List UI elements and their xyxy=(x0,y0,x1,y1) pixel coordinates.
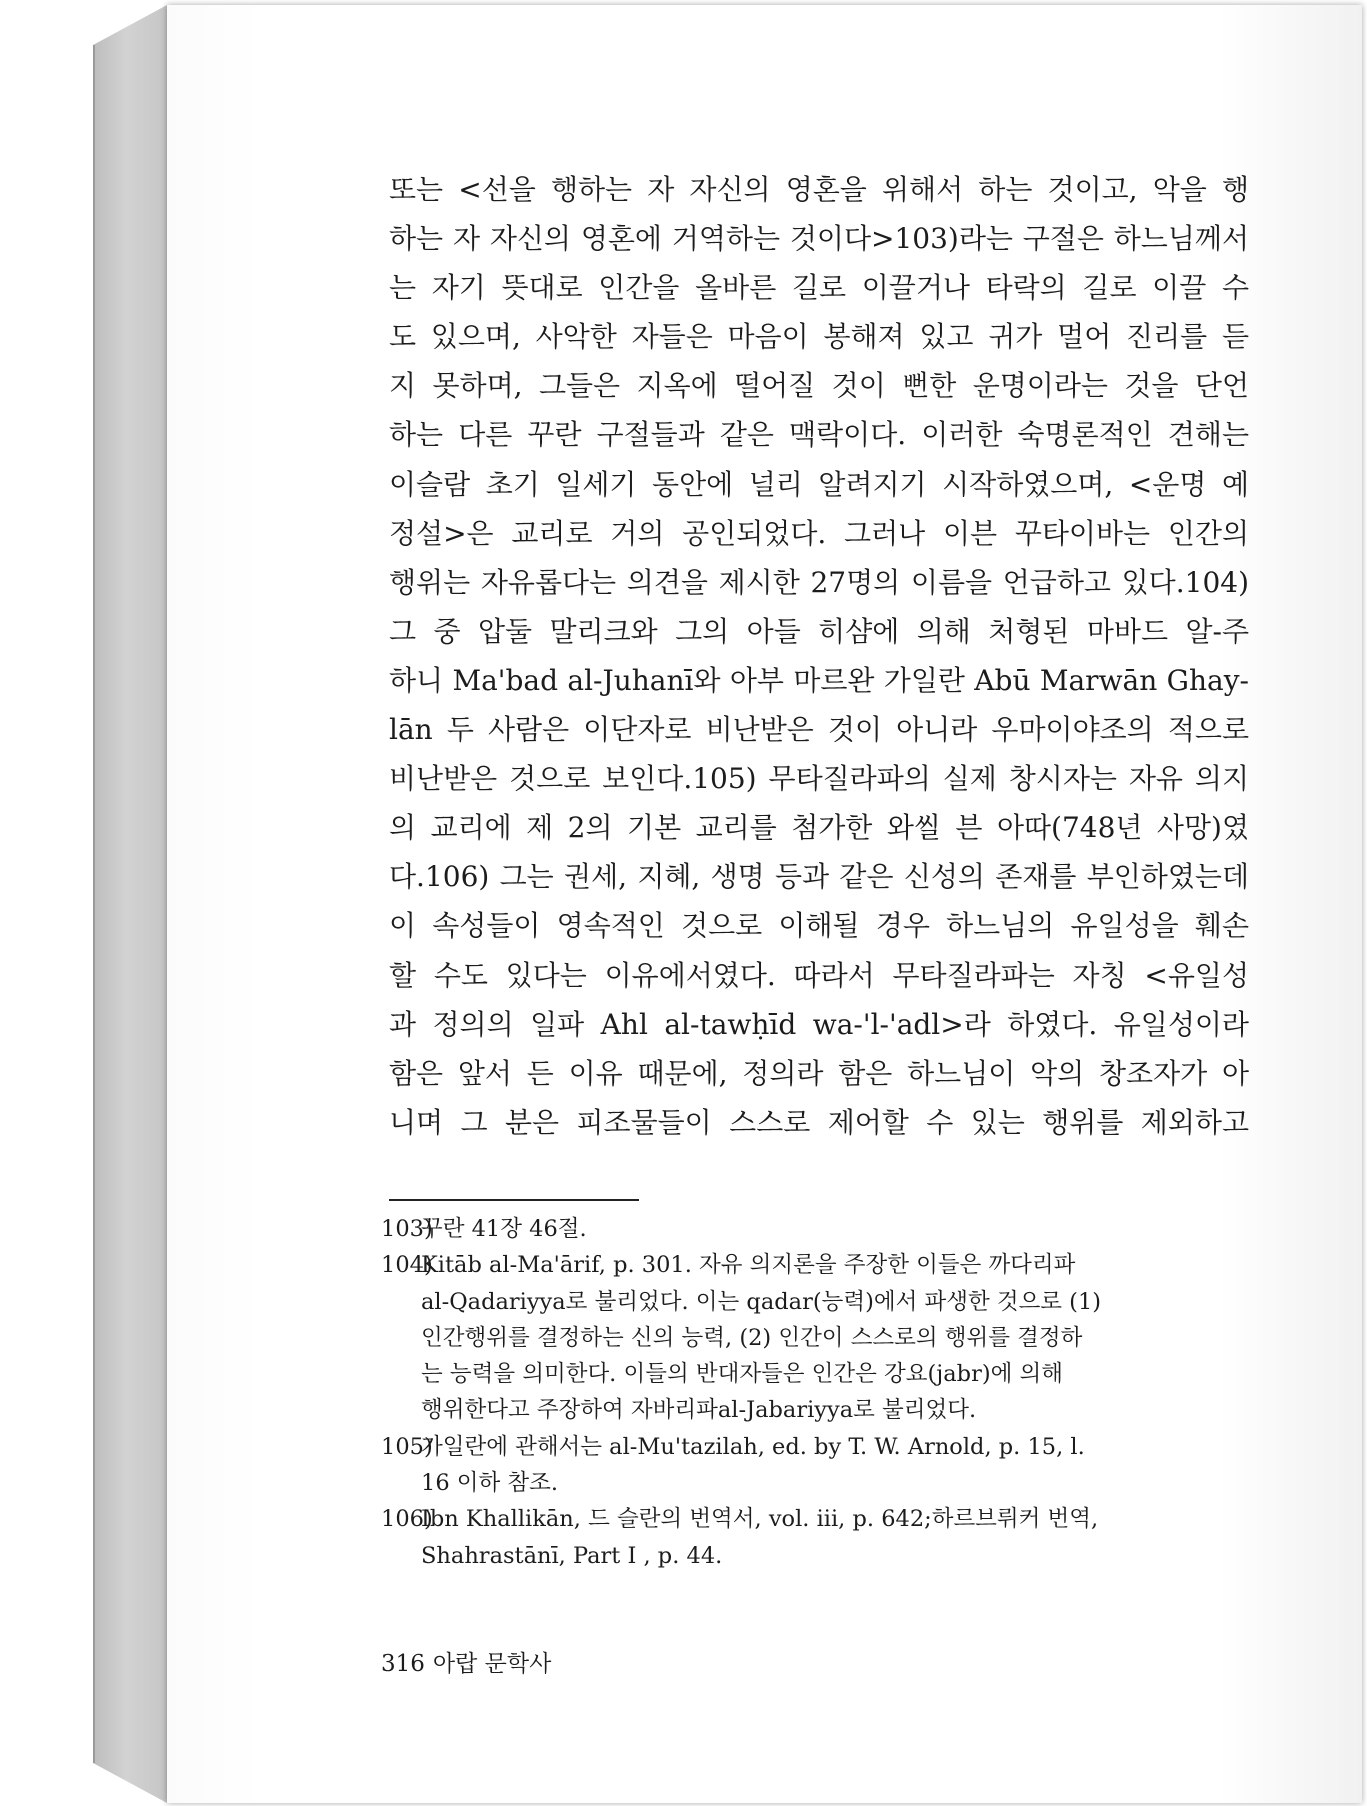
footnote-line xyxy=(381,1501,1249,1537)
footnote-103 xyxy=(381,1211,1249,1247)
footnote-105 xyxy=(381,1429,1249,1502)
footnote-line: 행위한다고 주장하여 자바리파al-Jabariyya로 불리었다. xyxy=(421,1397,977,1424)
footnote-line xyxy=(381,1247,1249,1283)
body-line: lān 두 사람은 이단자로 비난받은 것이 아니라 우마이야조의 적으로 xyxy=(389,713,1249,747)
running-title: 아랍 문학사 xyxy=(432,1651,552,1677)
body-line: 그 중 압둘 말리크와 그의 아들 히샴에 의해 처형된 마바드 알-주 xyxy=(389,614,1249,648)
footnote-line: 16 이하 참조. xyxy=(421,1470,559,1497)
footnote-divider xyxy=(389,1199,639,1201)
body-line: 비난받은 것으로 보인다.105) 무타질라파의 실제 창시자는 자유 의지 xyxy=(389,762,1249,796)
body-line: 니며 그 분은 피조물들이 스스로 제어할 수 있는 행위를 제외하고 xyxy=(389,1105,1249,1139)
body-line: 다.106) 그는 권세, 지혜, 생명 등과 같은 신성의 존재를 부인하였는데 xyxy=(389,860,1249,894)
body-line: 는 자기 뜻대로 인간을 올바른 길로 이끌거나 타락의 길로 이끌 수 xyxy=(389,271,1249,305)
footnote-number: 106) xyxy=(381,1506,433,1533)
body-line: 이슬람 초기 일세기 동안에 널리 알려지기 시작하였으며, <운명 예 xyxy=(389,467,1249,501)
footnote-line: al-Qadariyya로 불리었다. 이는 qadar(능력)에서 파생한 것으로 (1) xyxy=(421,1288,1102,1315)
body-line: 과 정의의 일파 Ahl al-tawḥīd wa-'l-'adl>라 하였다. 유일성이라 xyxy=(389,1007,1249,1041)
footnote-number: 104) xyxy=(381,1252,433,1279)
book-spine xyxy=(93,5,167,1803)
body-line: 함은 앞서 든 이유 때문에, 정의라 함은 하느님이 악의 창조자가 아 xyxy=(389,1056,1249,1090)
footnotes xyxy=(381,1211,1249,1574)
spine-edge xyxy=(93,45,95,1763)
body-line: 이 속성들이 영속적인 것으로 이해될 경우 하느님의 유일성을 훼손 xyxy=(389,909,1249,943)
footnote-104 xyxy=(381,1247,1249,1428)
footnote-text: Kitāb al-Ma'ārif, p. 301. 자유 의지론을 주장한 이들은 까다리파 xyxy=(421,1252,1076,1279)
footnote-106 xyxy=(381,1501,1249,1574)
body-line: 지 못하며, 그들은 지옥에 떨어질 것이 뻔한 운명이라는 것을 단언 xyxy=(389,369,1249,403)
body-text xyxy=(389,165,1249,1147)
body-line: 도 있으며, 사악한 자들은 마음이 봉해져 있고 귀가 멀어 진리를 듣 xyxy=(389,320,1249,354)
footnote-line: 는 능력을 의미한다. 이들의 반대자들은 인간은 강요(jabr)에 의해 xyxy=(421,1361,1063,1388)
body-line: 행위는 자유롭다는 의견을 제시한 27명의 이름을 언급하고 있다.104) xyxy=(389,565,1249,599)
page-number: 316 xyxy=(381,1651,425,1677)
footnote-line xyxy=(381,1429,1249,1465)
body-line: 할 수도 있다는 이유에서였다. 따라서 무타질라파는 자칭 <유일성 xyxy=(389,958,1249,992)
footnote-line: Shahrastānī, Part I , p. 44. xyxy=(421,1542,723,1569)
footnote-number: 105) xyxy=(381,1433,433,1460)
page-footer xyxy=(381,1645,559,1678)
book-page xyxy=(167,5,1362,1803)
body-line: 하는 자 자신의 영혼에 거역하는 것이다>103)라는 구절은 하느님께서 xyxy=(389,222,1249,256)
footnote-number: 103) xyxy=(381,1216,433,1242)
body-line: 의 교리에 제 2의 기본 교리를 첨가한 와씰 븐 아따(748년 사망)였 xyxy=(389,811,1249,845)
body-line: 또는 <선을 행하는 자 자신의 영혼을 위해서 하는 것이고, 악을 행 xyxy=(389,173,1249,206)
footnote-line xyxy=(381,1211,1249,1247)
body-line: 정설>은 교리로 거의 공인되었다. 그러나 이븐 꾸타이바는 인간의 xyxy=(389,516,1249,550)
footnote-text: 꾸란 41장 46절. xyxy=(421,1216,587,1242)
body-line: 하는 다른 꾸란 구절들과 같은 맥락이다. 이러한 숙명론적인 견해는 xyxy=(389,418,1249,452)
footnote-line: 인간행위를 결정하는 신의 능력, (2) 인간이 스스로의 행위를 결정하 xyxy=(421,1324,1083,1351)
footnote-text: 가일란에 관해서는 al-Mu'tazilah, ed. by T. W. Arnold, p. 15, l. xyxy=(421,1433,1085,1460)
body-line: 하니 Ma'bad al-Juhanī와 아부 마르완 가일란 Abū Marwān Ghay- xyxy=(389,663,1249,697)
footnote-text: Ibn Khallikān, 드 슬란의 번역서, vol. iii, p. 642;하르브뤼커 번역, xyxy=(421,1506,1099,1533)
